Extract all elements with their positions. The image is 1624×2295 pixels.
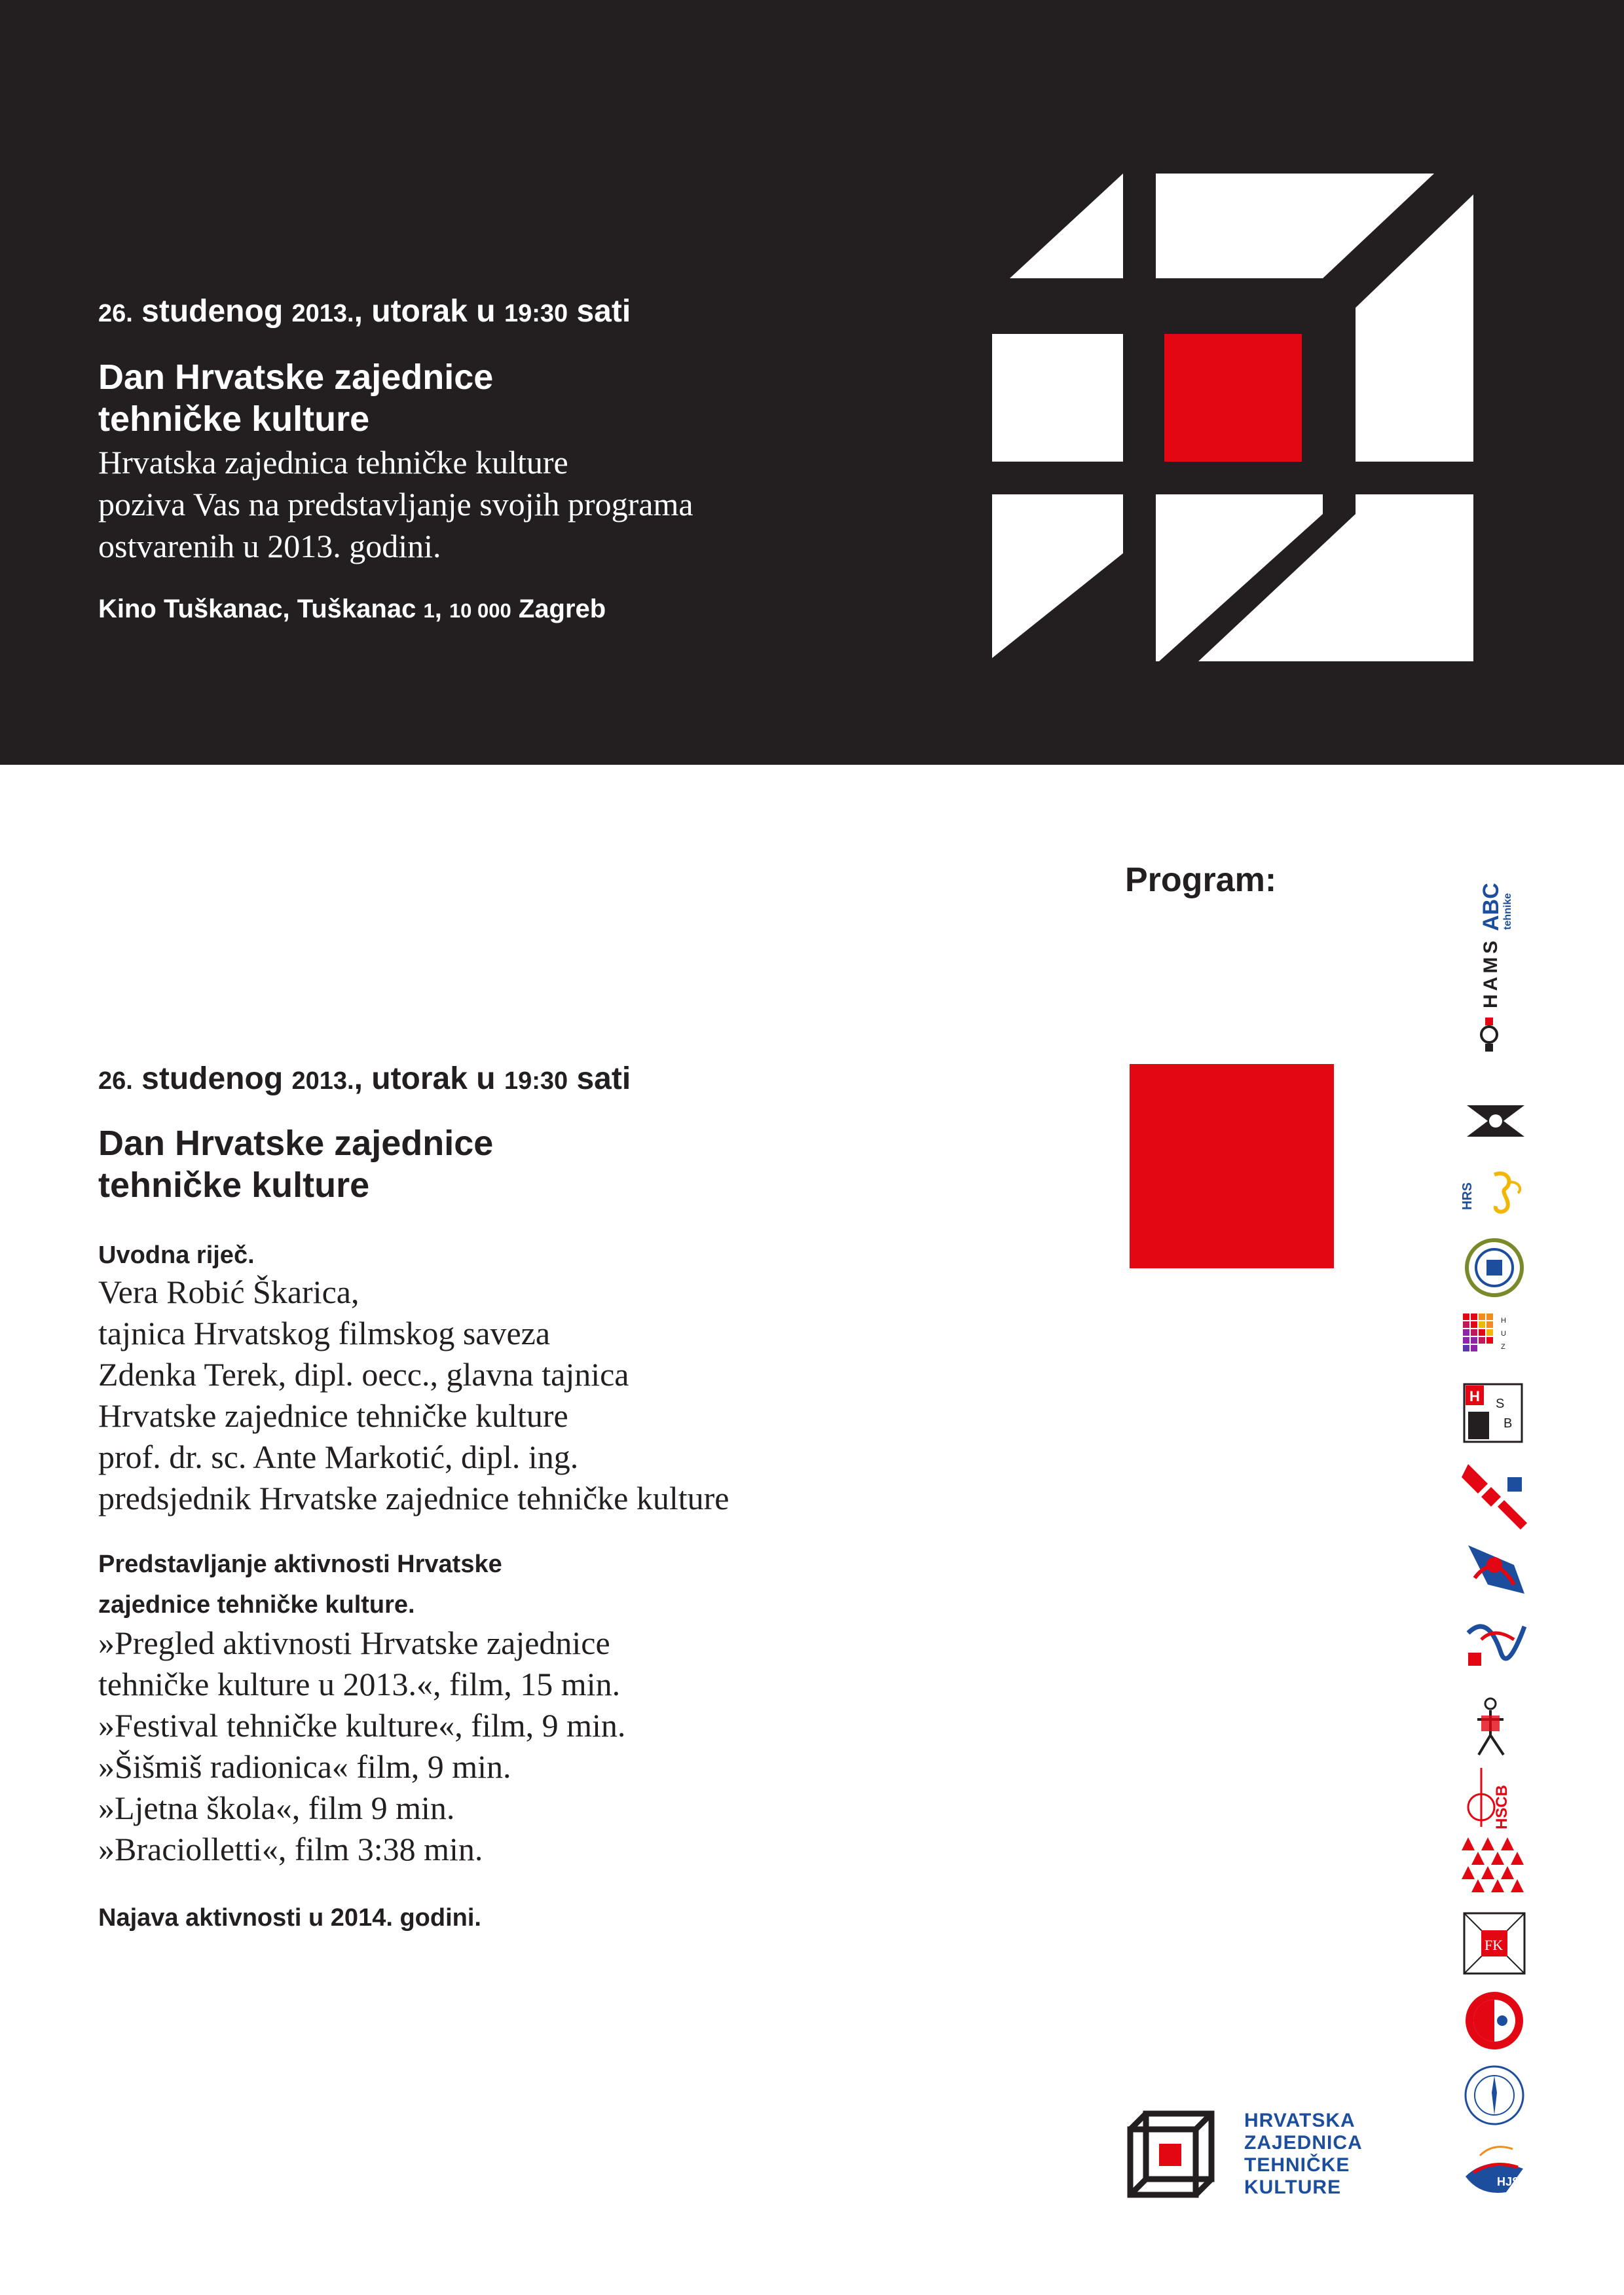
hams-emblem-icon [1476, 1015, 1502, 1054]
date-year: 2013. [291, 300, 354, 327]
venue-sep: , [434, 595, 449, 623]
svg-text:U: U [1501, 1330, 1506, 1338]
speaker-line: prof. dr. sc. Ante Markotić, dipl. ing. [98, 1439, 579, 1475]
activity-heading [98, 1544, 502, 1625]
film-list [98, 1623, 625, 1870]
cube-face-right [1356, 194, 1473, 462]
svg-text:B: B [1504, 1416, 1513, 1431]
date-sati: sati [568, 1061, 631, 1096]
svg-text:H: H [1501, 1317, 1506, 1325]
date-year: 2013. [291, 1067, 354, 1095]
title-line-2: tehničke kulture [98, 399, 370, 439]
date-day: 26. [98, 1067, 133, 1095]
seahorse-icon [1481, 1169, 1527, 1217]
wordmark-line: TEHNIČKE [1244, 2154, 1350, 2176]
speaker-line: Hrvatske zajednice tehničke kulture [98, 1397, 568, 1434]
hztk-cube-logo [982, 147, 1493, 665]
event-date-bottom [98, 1061, 631, 1097]
svg-text:FK: FK [1485, 1937, 1504, 1953]
date-sati: sati [568, 294, 631, 329]
invite-line: poziva Vas na predstavljanje svojih programa [98, 486, 693, 523]
event-date-top [98, 293, 631, 329]
hjs-logo [1460, 2136, 1528, 2197]
intro-heading: Uvodna riječ. [98, 1241, 255, 1269]
speaker-line: tajnica Hrvatskog filmskog saveza [98, 1315, 551, 1351]
wordmark-line: KULTURE [1244, 2176, 1342, 2198]
film-item: »Braciolletti«, film 3:38 min. [98, 1831, 483, 1867]
invitation-text [98, 441, 693, 567]
abc-tehnike-logo [1473, 877, 1519, 936]
hourglass-logo-icon [1464, 1103, 1527, 1139]
date-time: 19:30 [504, 1067, 568, 1095]
film-item: »Šišmiš radionica« film, 9 min. [98, 1748, 511, 1785]
date-day: 26. [98, 300, 133, 327]
hscb-text: HSCB [1493, 1784, 1511, 1829]
invite-line: ostvarenih u 2013. godini. [98, 528, 441, 564]
title-line-2: tehničke kulture [98, 1166, 370, 1205]
program-heading: Program: [1125, 861, 1277, 899]
venue-name: Kino Tuškanac, Tuškanac [98, 595, 424, 623]
activity-heading-line: Predstavljanje aktivnosti Hrvatske [98, 1551, 502, 1578]
hztk-wordmark [1244, 2110, 1363, 2199]
invite-line: Hrvatska zajednica tehničke kulture [98, 444, 568, 481]
speaker-line: Vera Robić Škarica, [98, 1274, 360, 1310]
speaker-line: predsjednik Hrvatske zajednice tehničke kulture [98, 1480, 729, 1516]
swoosh-logo-icon [1462, 1613, 1527, 1676]
date-time: 19:30 [504, 300, 568, 327]
abc-sub-text: tehnike [1502, 892, 1513, 930]
cube-face-top [1010, 174, 1123, 278]
intro-speakers [98, 1272, 729, 1519]
hrs-text: HRS [1460, 1182, 1475, 1210]
venue-number: 1 [423, 599, 435, 622]
closing-note: Najava aktivnosti u 2014. godini. [98, 1904, 481, 1932]
venue-city: Zagreb [511, 595, 606, 623]
event-title-bottom [98, 1122, 493, 1206]
cube-red-center [1164, 334, 1302, 462]
cube-face-left [992, 334, 1123, 462]
date-month: studenog [132, 294, 292, 329]
hztk-small-cube-logo [1126, 2110, 1218, 2201]
film-item: »Pregled aktivnosti Hrvatske zajednice [98, 1625, 610, 1661]
date-weekday: , utorak u [354, 294, 504, 329]
speaker-line: Zdenka Terek, dipl. oecc., glavna tajnica [98, 1356, 629, 1393]
hsb-logo-icon [1463, 1383, 1523, 1443]
film-item: »Festival tehničke kulture«, film, 9 min. [98, 1707, 626, 1744]
date-month: studenog [132, 1061, 292, 1096]
red-square-graphic [1130, 1064, 1334, 1268]
abc-text: ABC [1479, 883, 1504, 931]
hrs-logo [1459, 1167, 1531, 1219]
cube-face-bottom-left [992, 494, 1123, 658]
film-item: »Ljetna škola«, film 9 min. [98, 1790, 455, 1826]
triangles-logo-icon [1462, 1837, 1527, 1892]
gymnast-logo-icon [1462, 1539, 1527, 1599]
date-weekday: , utorak u [354, 1061, 504, 1096]
wordmark-line: ZAJEDNICA [1244, 2132, 1363, 2154]
svg-text:Z: Z [1501, 1343, 1505, 1351]
blue-badge-logo-icon [1462, 2063, 1527, 2128]
cube-face-top-right [1156, 174, 1434, 278]
svg-text:H: H [1469, 1388, 1480, 1405]
checker-emblem-logo-icon [1462, 1464, 1527, 1530]
huz-logo-icon [1463, 1313, 1522, 1355]
film-item: tehničke kulture u 2013.«, film, 15 min. [98, 1666, 621, 1702]
title-line-1: Dan Hrvatske zajednice [98, 1124, 494, 1163]
hams-logo [1473, 936, 1526, 1061]
title-line-1: Dan Hrvatske zajednice [98, 358, 494, 397]
activity-heading-line: zajednice tehničke kulture. [98, 1591, 415, 1619]
wordmark-line: HRVATSKA [1244, 2110, 1356, 2131]
circular-badge-logo-icon [1464, 1238, 1524, 1298]
hams-text: HAMS [1480, 937, 1502, 1008]
cube-face-bottom-right [1356, 494, 1473, 661]
hfk-logo-icon [1463, 1912, 1526, 1975]
red-circle-logo-icon [1462, 1988, 1527, 2053]
dancer-logo-icon [1464, 1696, 1524, 1761]
svg-text:S: S [1496, 1397, 1505, 1411]
hscb-logo [1462, 1761, 1527, 1833]
venue-zip: 10 000 [449, 599, 511, 622]
hjs-text: HJS [1497, 2175, 1521, 2188]
venue-address [98, 595, 606, 624]
event-title-top [98, 356, 493, 440]
